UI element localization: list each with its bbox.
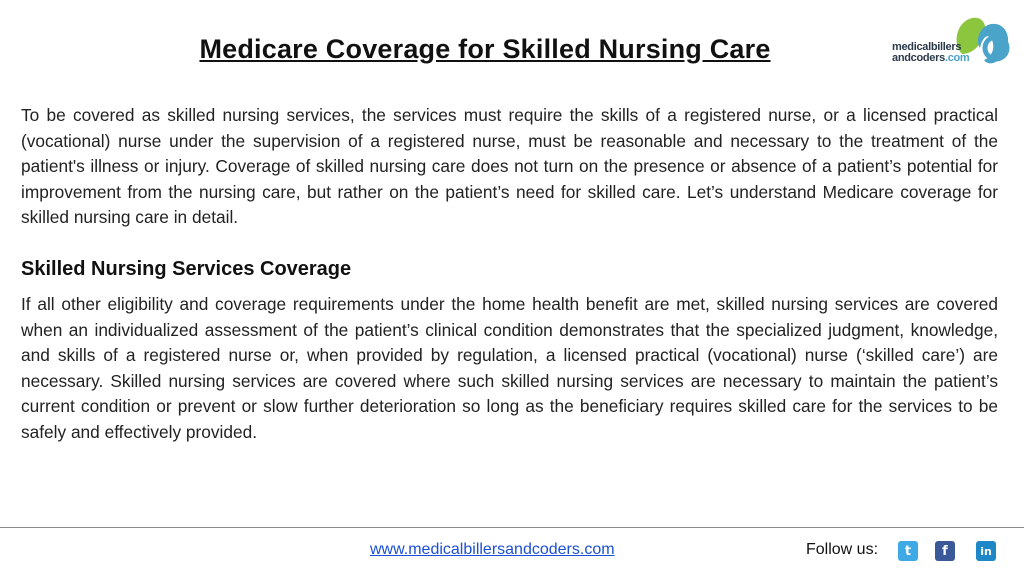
twitter-icon[interactable]: t — [898, 541, 918, 561]
logo-wordmark — [892, 42, 969, 64]
logo-suffix: .com — [944, 52, 970, 64]
page-title: Medicare Coverage for Skilled Nursing Care — [199, 34, 771, 64]
main-content — [21, 103, 998, 446]
company-logo[interactable] — [892, 14, 1014, 74]
logo-line2: andcoders — [892, 52, 945, 64]
follow-us-label: Follow us: — [806, 541, 879, 558]
linkedin-icon[interactable]: in — [976, 541, 996, 561]
facebook-icon[interactable]: f — [935, 541, 955, 561]
website-link[interactable]: www.medicalbillersandcoders.com — [370, 541, 615, 558]
footer-divider — [0, 527, 1024, 528]
section-paragraph: If all other eligibility and coverage requirements under the home health benefit are met, skilled nursing services are covered when an individualized assessment of the patient’s clinical condition demonstrates that the specialized judgment, knowledge, and skills of a registered nurse or, when provided by regulation, a licensed practical (vocational) nurse (‘skilled care’) are necessary. Skilled nursing services are covered where such skilled nursing services are necessary to maintain the patient’s current condition or prevent or slow further deterioration so long as the beneficiary requires skilled care for the services to be safely and effectively provided. — [21, 293, 998, 442]
logo-line1: medicalbillers — [892, 41, 962, 53]
intro-paragraph: To be covered as skilled nursing services, the services must require the skills of a registered nurse, or a licensed practical (vocational) nurse under the supervision of a registered nurse, must be reasonable and necessary to the treatment of the patient's illness or injury. Coverage of skilled nursing care does not turn on the presence or absence of a patient’s potential for improvement from the nursing care, but rather on the patient’s need for skilled care. Let’s understand Medicare coverage for skilled nursing care in detail. — [21, 105, 998, 228]
section-heading: Skilled Nursing Services Coverage — [21, 257, 352, 280]
